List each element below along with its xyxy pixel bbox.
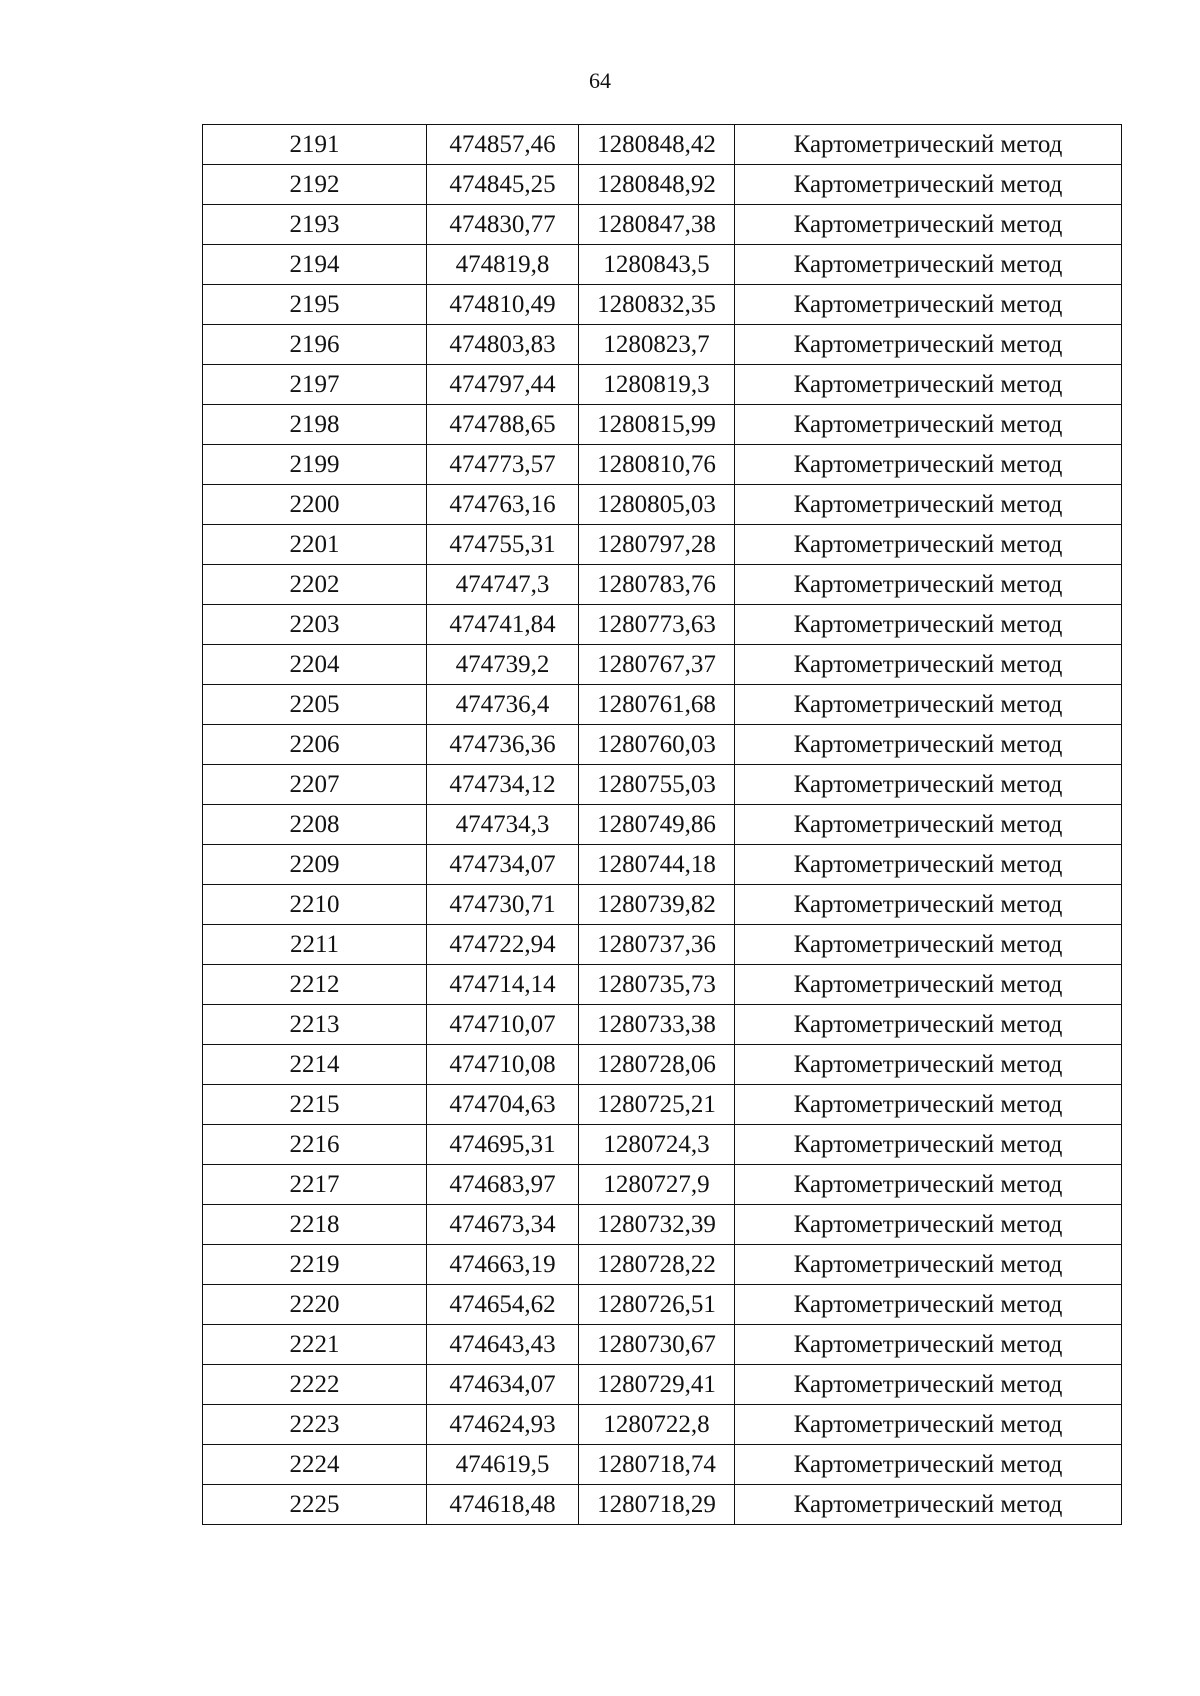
- table-row: [203, 1485, 1122, 1525]
- x-coordinate-cell: 474810,49: [427, 285, 579, 325]
- method-cell: Картометрический метод: [735, 685, 1122, 725]
- x-coordinate-cell: 474643,43: [427, 1325, 579, 1365]
- point-number-cell: 2216: [203, 1125, 427, 1165]
- table-row: [203, 645, 1122, 685]
- table-row: [203, 725, 1122, 765]
- method-cell: Картометрический метод: [735, 485, 1122, 525]
- point-number-cell: 2194: [203, 245, 427, 285]
- table-row: [203, 885, 1122, 925]
- point-number-cell: 2198: [203, 405, 427, 445]
- y-coordinate-cell: 1280730,67: [579, 1325, 735, 1365]
- x-coordinate-cell: 474803,83: [427, 325, 579, 365]
- y-coordinate-cell: 1280847,38: [579, 205, 735, 245]
- method-cell: Картометрический метод: [735, 205, 1122, 245]
- point-number-cell: 2196: [203, 325, 427, 365]
- y-coordinate-cell: 1280761,68: [579, 685, 735, 725]
- point-number-cell: 2222: [203, 1365, 427, 1405]
- method-cell: Картометрический метод: [735, 845, 1122, 885]
- x-coordinate-cell: 474619,5: [427, 1445, 579, 1485]
- y-coordinate-cell: 1280810,76: [579, 445, 735, 485]
- point-number-cell: 2221: [203, 1325, 427, 1365]
- table-row: [203, 525, 1122, 565]
- x-coordinate-cell: 474618,48: [427, 1485, 579, 1525]
- x-coordinate-cell: 474634,07: [427, 1365, 579, 1405]
- table-row: [203, 165, 1122, 205]
- table-row: [203, 1085, 1122, 1125]
- y-coordinate-cell: 1280729,41: [579, 1365, 735, 1405]
- method-cell: Картометрический метод: [735, 965, 1122, 1005]
- method-cell: Картометрический метод: [735, 1485, 1122, 1525]
- x-coordinate-cell: 474857,46: [427, 125, 579, 165]
- point-number-cell: 2192: [203, 165, 427, 205]
- table-row: [203, 365, 1122, 405]
- method-cell: Картометрический метод: [735, 445, 1122, 485]
- table-row: [203, 565, 1122, 605]
- point-number-cell: 2225: [203, 1485, 427, 1525]
- coordinates-table-body: [203, 125, 1122, 1525]
- y-coordinate-cell: 1280848,42: [579, 125, 735, 165]
- point-number-cell: 2205: [203, 685, 427, 725]
- point-number-cell: 2203: [203, 605, 427, 645]
- table-row: [203, 125, 1122, 165]
- table-row: [203, 485, 1122, 525]
- table-row: [203, 925, 1122, 965]
- x-coordinate-cell: 474797,44: [427, 365, 579, 405]
- table-row: [203, 205, 1122, 245]
- method-cell: Картометрический метод: [735, 765, 1122, 805]
- point-number-cell: 2191: [203, 125, 427, 165]
- y-coordinate-cell: 1280728,22: [579, 1245, 735, 1285]
- method-cell: Картометрический метод: [735, 1205, 1122, 1245]
- y-coordinate-cell: 1280718,74: [579, 1445, 735, 1485]
- x-coordinate-cell: 474695,31: [427, 1125, 579, 1165]
- x-coordinate-cell: 474739,2: [427, 645, 579, 685]
- method-cell: Картометрический метод: [735, 1165, 1122, 1205]
- x-coordinate-cell: 474730,71: [427, 885, 579, 925]
- method-cell: Картометрический метод: [735, 165, 1122, 205]
- point-number-cell: 2218: [203, 1205, 427, 1245]
- y-coordinate-cell: 1280728,06: [579, 1045, 735, 1085]
- point-number-cell: 2202: [203, 565, 427, 605]
- point-number-cell: 2201: [203, 525, 427, 565]
- y-coordinate-cell: 1280726,51: [579, 1285, 735, 1325]
- table-row: [203, 965, 1122, 1005]
- point-number-cell: 2200: [203, 485, 427, 525]
- y-coordinate-cell: 1280739,82: [579, 885, 735, 925]
- table-row: [203, 1445, 1122, 1485]
- table-row: [203, 405, 1122, 445]
- y-coordinate-cell: 1280735,73: [579, 965, 735, 1005]
- y-coordinate-cell: 1280732,39: [579, 1205, 735, 1245]
- point-number-cell: 2209: [203, 845, 427, 885]
- point-number-cell: 2217: [203, 1165, 427, 1205]
- table-row: [203, 845, 1122, 885]
- x-coordinate-cell: 474663,19: [427, 1245, 579, 1285]
- method-cell: Картометрический метод: [735, 565, 1122, 605]
- table-row: [203, 325, 1122, 365]
- y-coordinate-cell: 1280725,21: [579, 1085, 735, 1125]
- y-coordinate-cell: 1280767,37: [579, 645, 735, 685]
- method-cell: Картометрический метод: [735, 805, 1122, 845]
- y-coordinate-cell: 1280848,92: [579, 165, 735, 205]
- method-cell: Картометрический метод: [735, 1285, 1122, 1325]
- x-coordinate-cell: 474819,8: [427, 245, 579, 285]
- x-coordinate-cell: 474722,94: [427, 925, 579, 965]
- x-coordinate-cell: 474710,08: [427, 1045, 579, 1085]
- point-number-cell: 2206: [203, 725, 427, 765]
- method-cell: Картометрический метод: [735, 1085, 1122, 1125]
- point-number-cell: 2219: [203, 1245, 427, 1285]
- method-cell: Картометрический метод: [735, 365, 1122, 405]
- method-cell: Картометрический метод: [735, 725, 1122, 765]
- table-row: [203, 1165, 1122, 1205]
- method-cell: Картометрический метод: [735, 525, 1122, 565]
- x-coordinate-cell: 474710,07: [427, 1005, 579, 1045]
- x-coordinate-cell: 474845,25: [427, 165, 579, 205]
- table-row: [203, 1005, 1122, 1045]
- point-number-cell: 2195: [203, 285, 427, 325]
- page-number: 64: [589, 68, 611, 93]
- method-cell: Картометрический метод: [735, 885, 1122, 925]
- x-coordinate-cell: 474683,97: [427, 1165, 579, 1205]
- x-coordinate-cell: 474773,57: [427, 445, 579, 485]
- x-coordinate-cell: 474747,3: [427, 565, 579, 605]
- point-number-cell: 2220: [203, 1285, 427, 1325]
- method-cell: Картометрический метод: [735, 1005, 1122, 1045]
- table-row: [203, 765, 1122, 805]
- method-cell: Картометрический метод: [735, 325, 1122, 365]
- point-number-cell: 2212: [203, 965, 427, 1005]
- y-coordinate-cell: 1280760,03: [579, 725, 735, 765]
- method-cell: Картометрический метод: [735, 1045, 1122, 1085]
- table-row: [203, 285, 1122, 325]
- y-coordinate-cell: 1280819,3: [579, 365, 735, 405]
- y-coordinate-cell: 1280797,28: [579, 525, 735, 565]
- x-coordinate-cell: 474734,07: [427, 845, 579, 885]
- y-coordinate-cell: 1280749,86: [579, 805, 735, 845]
- table-row: [203, 1405, 1122, 1445]
- method-cell: Картометрический метод: [735, 645, 1122, 685]
- point-number-cell: 2208: [203, 805, 427, 845]
- method-cell: Картометрический метод: [735, 925, 1122, 965]
- table-row: [203, 1045, 1122, 1085]
- method-cell: Картометрический метод: [735, 285, 1122, 325]
- y-coordinate-cell: 1280718,29: [579, 1485, 735, 1525]
- point-number-cell: 2207: [203, 765, 427, 805]
- x-coordinate-cell: 474714,14: [427, 965, 579, 1005]
- method-cell: Картометрический метод: [735, 1365, 1122, 1405]
- coordinates-table: [202, 124, 1122, 1525]
- table-row: [203, 1365, 1122, 1405]
- y-coordinate-cell: 1280773,63: [579, 605, 735, 645]
- table-row: [203, 245, 1122, 285]
- x-coordinate-cell: 474624,93: [427, 1405, 579, 1445]
- y-coordinate-cell: 1280783,76: [579, 565, 735, 605]
- y-coordinate-cell: 1280744,18: [579, 845, 735, 885]
- table-row: [203, 1325, 1122, 1365]
- method-cell: Картометрический метод: [735, 1405, 1122, 1445]
- table-row: [203, 605, 1122, 645]
- x-coordinate-cell: 474763,16: [427, 485, 579, 525]
- point-number-cell: 2210: [203, 885, 427, 925]
- y-coordinate-cell: 1280823,7: [579, 325, 735, 365]
- x-coordinate-cell: 474830,77: [427, 205, 579, 245]
- method-cell: Картометрический метод: [735, 405, 1122, 445]
- table-row: [203, 1285, 1122, 1325]
- point-number-cell: 2213: [203, 1005, 427, 1045]
- point-number-cell: 2215: [203, 1085, 427, 1125]
- point-number-cell: 2211: [203, 925, 427, 965]
- x-coordinate-cell: 474736,4: [427, 685, 579, 725]
- x-coordinate-cell: 474734,3: [427, 805, 579, 845]
- y-coordinate-cell: 1280722,8: [579, 1405, 735, 1445]
- x-coordinate-cell: 474736,36: [427, 725, 579, 765]
- point-number-cell: 2223: [203, 1405, 427, 1445]
- y-coordinate-cell: 1280843,5: [579, 245, 735, 285]
- method-cell: Картометрический метод: [735, 125, 1122, 165]
- table-row: [203, 1245, 1122, 1285]
- method-cell: Картометрический метод: [735, 1245, 1122, 1285]
- x-coordinate-cell: 474654,62: [427, 1285, 579, 1325]
- y-coordinate-cell: 1280755,03: [579, 765, 735, 805]
- x-coordinate-cell: 474734,12: [427, 765, 579, 805]
- method-cell: Картометрический метод: [735, 605, 1122, 645]
- y-coordinate-cell: 1280727,9: [579, 1165, 735, 1205]
- y-coordinate-cell: 1280737,36: [579, 925, 735, 965]
- point-number-cell: 2224: [203, 1445, 427, 1485]
- y-coordinate-cell: 1280832,35: [579, 285, 735, 325]
- method-cell: Картометрический метод: [735, 1445, 1122, 1485]
- method-cell: Картометрический метод: [735, 1325, 1122, 1365]
- method-cell: Картометрический метод: [735, 245, 1122, 285]
- point-number-cell: 2193: [203, 205, 427, 245]
- x-coordinate-cell: 474755,31: [427, 525, 579, 565]
- y-coordinate-cell: 1280805,03: [579, 485, 735, 525]
- point-number-cell: 2197: [203, 365, 427, 405]
- y-coordinate-cell: 1280724,3: [579, 1125, 735, 1165]
- point-number-cell: 2204: [203, 645, 427, 685]
- table-row: [203, 1205, 1122, 1245]
- point-number-cell: 2214: [203, 1045, 427, 1085]
- table-row: [203, 685, 1122, 725]
- method-cell: Картометрический метод: [735, 1125, 1122, 1165]
- table-row: [203, 1125, 1122, 1165]
- x-coordinate-cell: 474673,34: [427, 1205, 579, 1245]
- x-coordinate-cell: 474741,84: [427, 605, 579, 645]
- y-coordinate-cell: 1280815,99: [579, 405, 735, 445]
- point-number-cell: 2199: [203, 445, 427, 485]
- y-coordinate-cell: 1280733,38: [579, 1005, 735, 1045]
- x-coordinate-cell: 474704,63: [427, 1085, 579, 1125]
- table-row: [203, 445, 1122, 485]
- x-coordinate-cell: 474788,65: [427, 405, 579, 445]
- table-row: [203, 805, 1122, 845]
